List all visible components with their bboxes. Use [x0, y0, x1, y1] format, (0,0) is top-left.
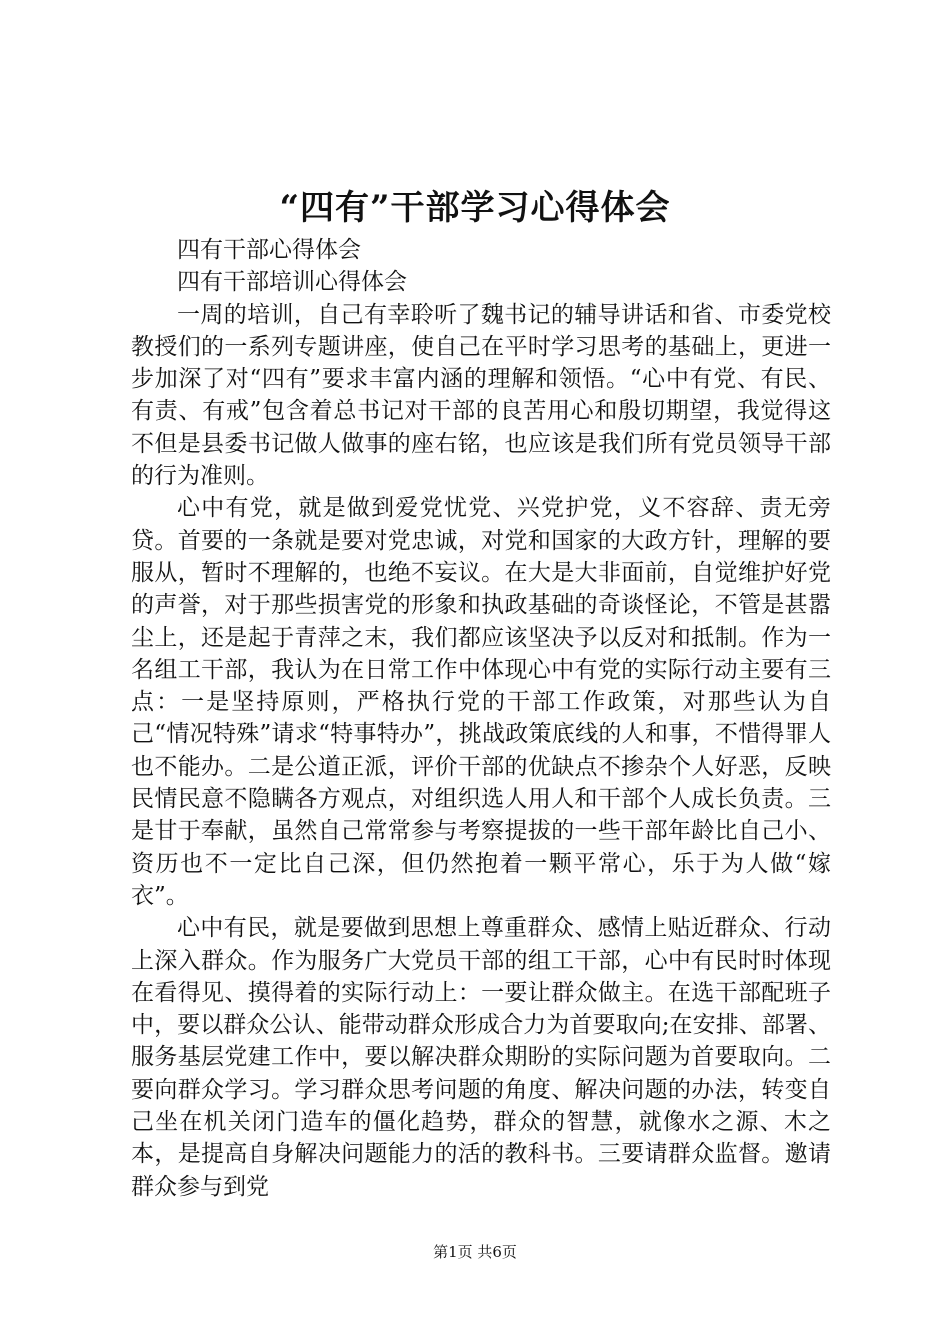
body-paragraph: 一周的培训，自己有幸聆听了魏书记的辅导讲话和省、市委党校教授们的一系列专题讲座，使自己在平时学习思考的基础上，更进一步加深了对“四有”要求丰富内涵的理解和领悟。“心中有党、有民、有责、有戒”包含着总书记对干部的良苦用心和殷切期望，我觉得这不但是县委书记做人做事的座右铭，也应该是我们所有党员领导干部的行为准则。 [131, 301, 831, 490]
body-paragraph: 心中有民，就是要做到思想上尊重群众、感情上贴近群众、行动上深入群众。作为服务广大党员干部的组工干部，心中有民时时体现在看得见、摸得着的实际行动上：一要让群众做主。在选干部配班子中，要以群众公认、能带动群众形成合力为首要取向;在安排、部署、服务基层党建工作中，要以解决群众期盼的实际问题为首要取向。二要向群众学习。学习群众思考问题的角度、解决问题的办法，转变自己坐在机关闭门造车的僵化趋势，群众的智慧，就像水之源、木之本，是提高自身解决问题能力的活的教科书。三要请群众监督。邀请群众参与到党 [131, 915, 831, 1200]
document-title: “四有”干部学习心得体会 [279, 188, 671, 228]
subheading-paragraph: 四有干部培训心得体会 [177, 269, 407, 296]
subheading-paragraph: 四有干部心得体会 [177, 237, 361, 263]
document-body [131, 234, 831, 1203]
body-paragraph: 心中有党，就是做到爱党忧党、兴党护党，义不容辞、责无旁贷。首要的一条就是要对党忠诚，对党和国家的大政方针，理解的要服从，暂时不理解的，也绝不妄议。在大是大非面前，自觉维护好党的声誉，对于那些损害党的形象和执政基础的奇谈怪论，不管是甚嚣尘上，还是起于青萍之末，我们都应该坚决予以反对和抵制。作为一名组工干部，我认为在日常工作中体现心中有党的实际行动主要有三点：一是坚持原则，严格执行党的干部工作政策，对那些认为自己“情况特殊”请求“特事特办”，挑战政策底线的人和事，不惜得罪人也不能办。二是公道正派，评价干部的优缺点不掺杂个人好恶，反映民情民意不隐瞒各方观点，对组织选人用人和干部个人成长负责。三是甘于奉献，虽然自己常常参与考察提拔的一些干部年龄比自己小、资历也不一定比自己深，但仍然抱着一颗平常心，乐于为人做“嫁衣”。 [131, 495, 831, 909]
page-number-footer: 第1页 共6页 [433, 1243, 517, 1261]
